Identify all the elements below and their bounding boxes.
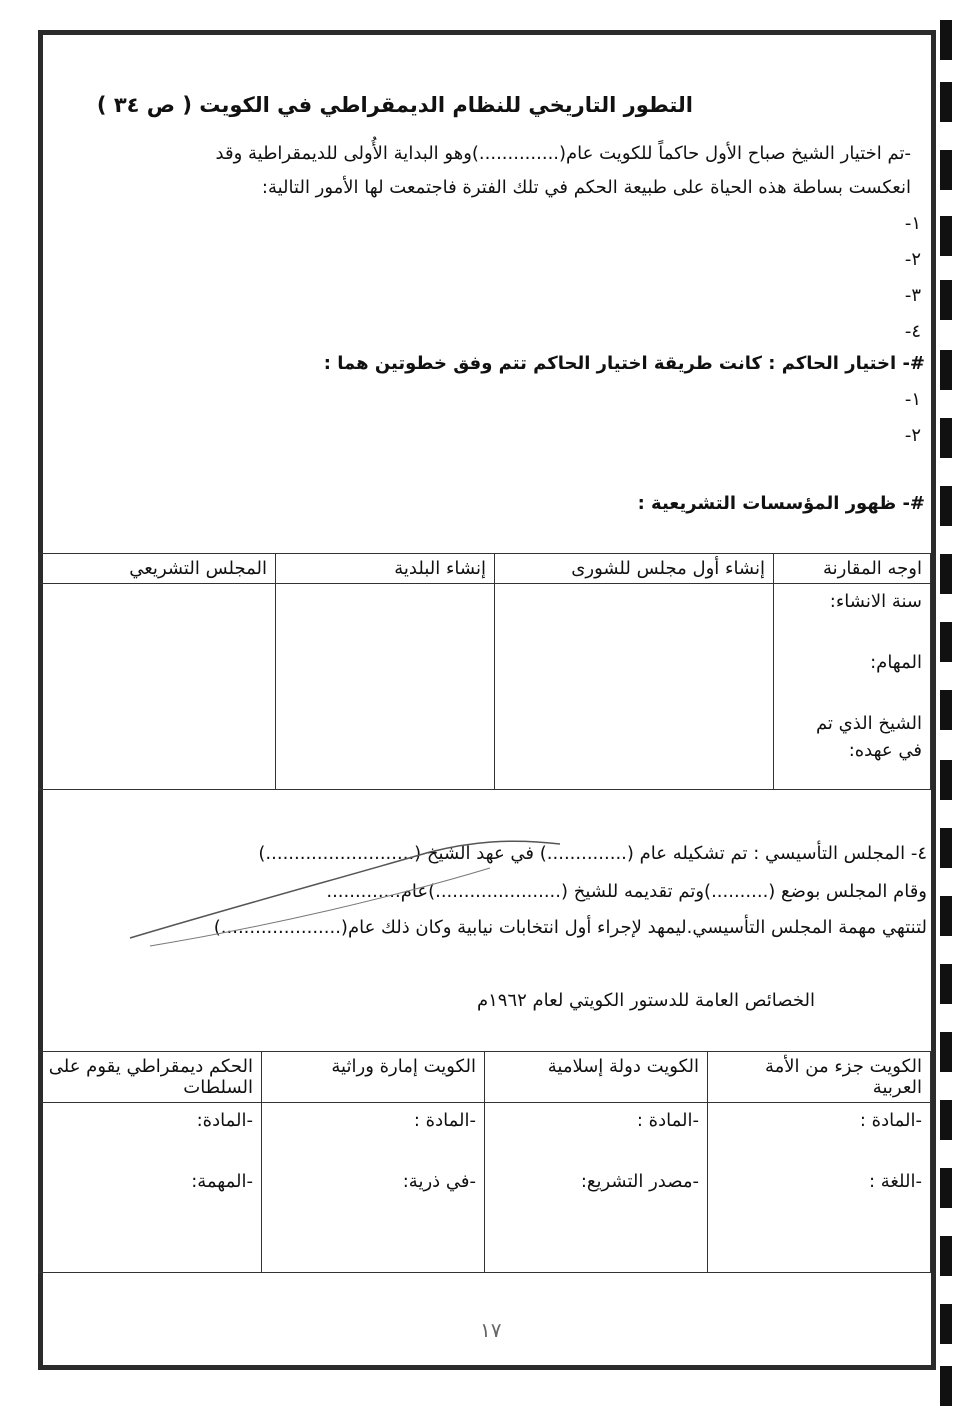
page-number: ١٧ (480, 1318, 502, 1342)
binder-mark (940, 760, 952, 800)
binder-mark (940, 1032, 952, 1072)
institutions-table (38, 553, 931, 790)
answer-cell[interactable] (276, 584, 495, 790)
binder-mark (940, 1168, 952, 1208)
binder-mark (940, 350, 952, 390)
item-a-2: ٢- (904, 249, 921, 270)
constitution-table (38, 1051, 931, 1273)
council-line-3: لتنتهي مهمة المجلس التأسيسي.ليمهد لإجراء أول انتخابات نيابية وكان ذلك عام(.....................) (213, 917, 927, 938)
intro-line-2: انعكست بساطة هذه الحياة على طبيعة الحكم في تلك الفترة فاجتمعت لها الأمور التالية: (261, 177, 911, 198)
table-header: الكويت جزء من الأمة العربية (708, 1052, 931, 1103)
binder-mark (940, 690, 952, 730)
binder-mark (940, 554, 952, 594)
row-label-era: في عهده: (848, 740, 922, 761)
field-label: -اللغة : (868, 1171, 922, 1192)
worksheet-frame (38, 30, 936, 1370)
binder-mark (940, 622, 952, 662)
binder-mark (940, 1236, 952, 1276)
legislative-heading: #- ظهور المؤسسات التشريعية : (637, 493, 925, 514)
field-label: -مصدر التشريع: (580, 1171, 699, 1192)
answer-cell[interactable] (495, 584, 774, 790)
table-header: المجلس التشريعي (39, 554, 276, 584)
item-a-4: ٤- (904, 321, 921, 342)
council-line-2: وقام المجلس بوضع (..........)وتم تقديمه للشيخ (......................)عام............. (326, 881, 927, 902)
intro-line-1: -تم اختيار الشيخ صباح الأول حاكماً للكويت عام(..............)وهو البداية الأُولى للديمقراطية وقد (215, 143, 911, 164)
item-b-1: ١- (904, 389, 921, 410)
table-header: الكويت إمارة وراثية (262, 1052, 485, 1103)
binder-mark (940, 216, 952, 256)
binder-mark (940, 1304, 952, 1344)
binder-mark (940, 486, 952, 526)
binder-mark (940, 280, 952, 320)
table-row (39, 584, 931, 790)
field-label: -المادة : (413, 1110, 476, 1131)
binder-mark (940, 1100, 952, 1140)
worksheet-page (43, 35, 931, 1365)
answer-cell[interactable] (485, 1103, 708, 1273)
council-line-1: ٤- المجلس التأسيسي : تم تشكيله عام (..............) في عهد الشيخ (..........................) (258, 843, 927, 864)
item-a-1: ١- (904, 213, 921, 234)
item-b-2: ٢- (904, 425, 921, 446)
answer-cell[interactable] (262, 1103, 485, 1273)
ruler-heading: #- اختيار الحاكم : كانت طريقة اختيار الحاكم تتم وفق خطوتين هما : (323, 353, 925, 374)
binder-mark (940, 150, 952, 190)
field-label: -في ذرية: (402, 1171, 476, 1192)
answer-cell[interactable] (39, 584, 276, 790)
binder-mark (940, 418, 952, 458)
table-header-row (39, 1052, 931, 1103)
table-header: إنشاء أول مجلس للشورى (495, 554, 774, 584)
row-label-year: سنة الانشاء: (829, 591, 922, 612)
constitution-heading: الخصائص العامة للدستور الكويتي لعام ١٩٦٢م (476, 990, 815, 1011)
answer-cell[interactable] (708, 1103, 931, 1273)
binder-mark (940, 20, 952, 60)
table-header: اوجه المقارنة (774, 554, 931, 584)
binder-mark (940, 82, 952, 122)
table-header-row (39, 554, 931, 584)
row-label-sheikh: الشيخ الذي تم (815, 713, 922, 734)
field-label: -المهمة: (191, 1171, 253, 1192)
binder-mark (940, 896, 952, 936)
item-a-3: ٣- (904, 285, 921, 306)
binder-mark (940, 964, 952, 1004)
binder-mark (940, 828, 952, 868)
table-header: الحكم ديمقراطي يقوم على السلطات (39, 1052, 262, 1103)
row-label-tasks: المهام: (870, 652, 922, 673)
table-header: إنشاء البلدية (276, 554, 495, 584)
table-row (39, 1103, 931, 1273)
row-labels-cell (774, 584, 931, 790)
field-label: -المادة: (196, 1110, 253, 1131)
page-title: التطور التاريخي للنظام الديمقراطي في الكويت ( ص ٣٤ ) (96, 93, 693, 117)
table-header: الكويت دولة إسلامية (485, 1052, 708, 1103)
answer-cell[interactable] (39, 1103, 262, 1273)
field-label: -المادة : (859, 1110, 922, 1131)
binder-mark (940, 1366, 952, 1406)
field-label: -المادة : (636, 1110, 699, 1131)
